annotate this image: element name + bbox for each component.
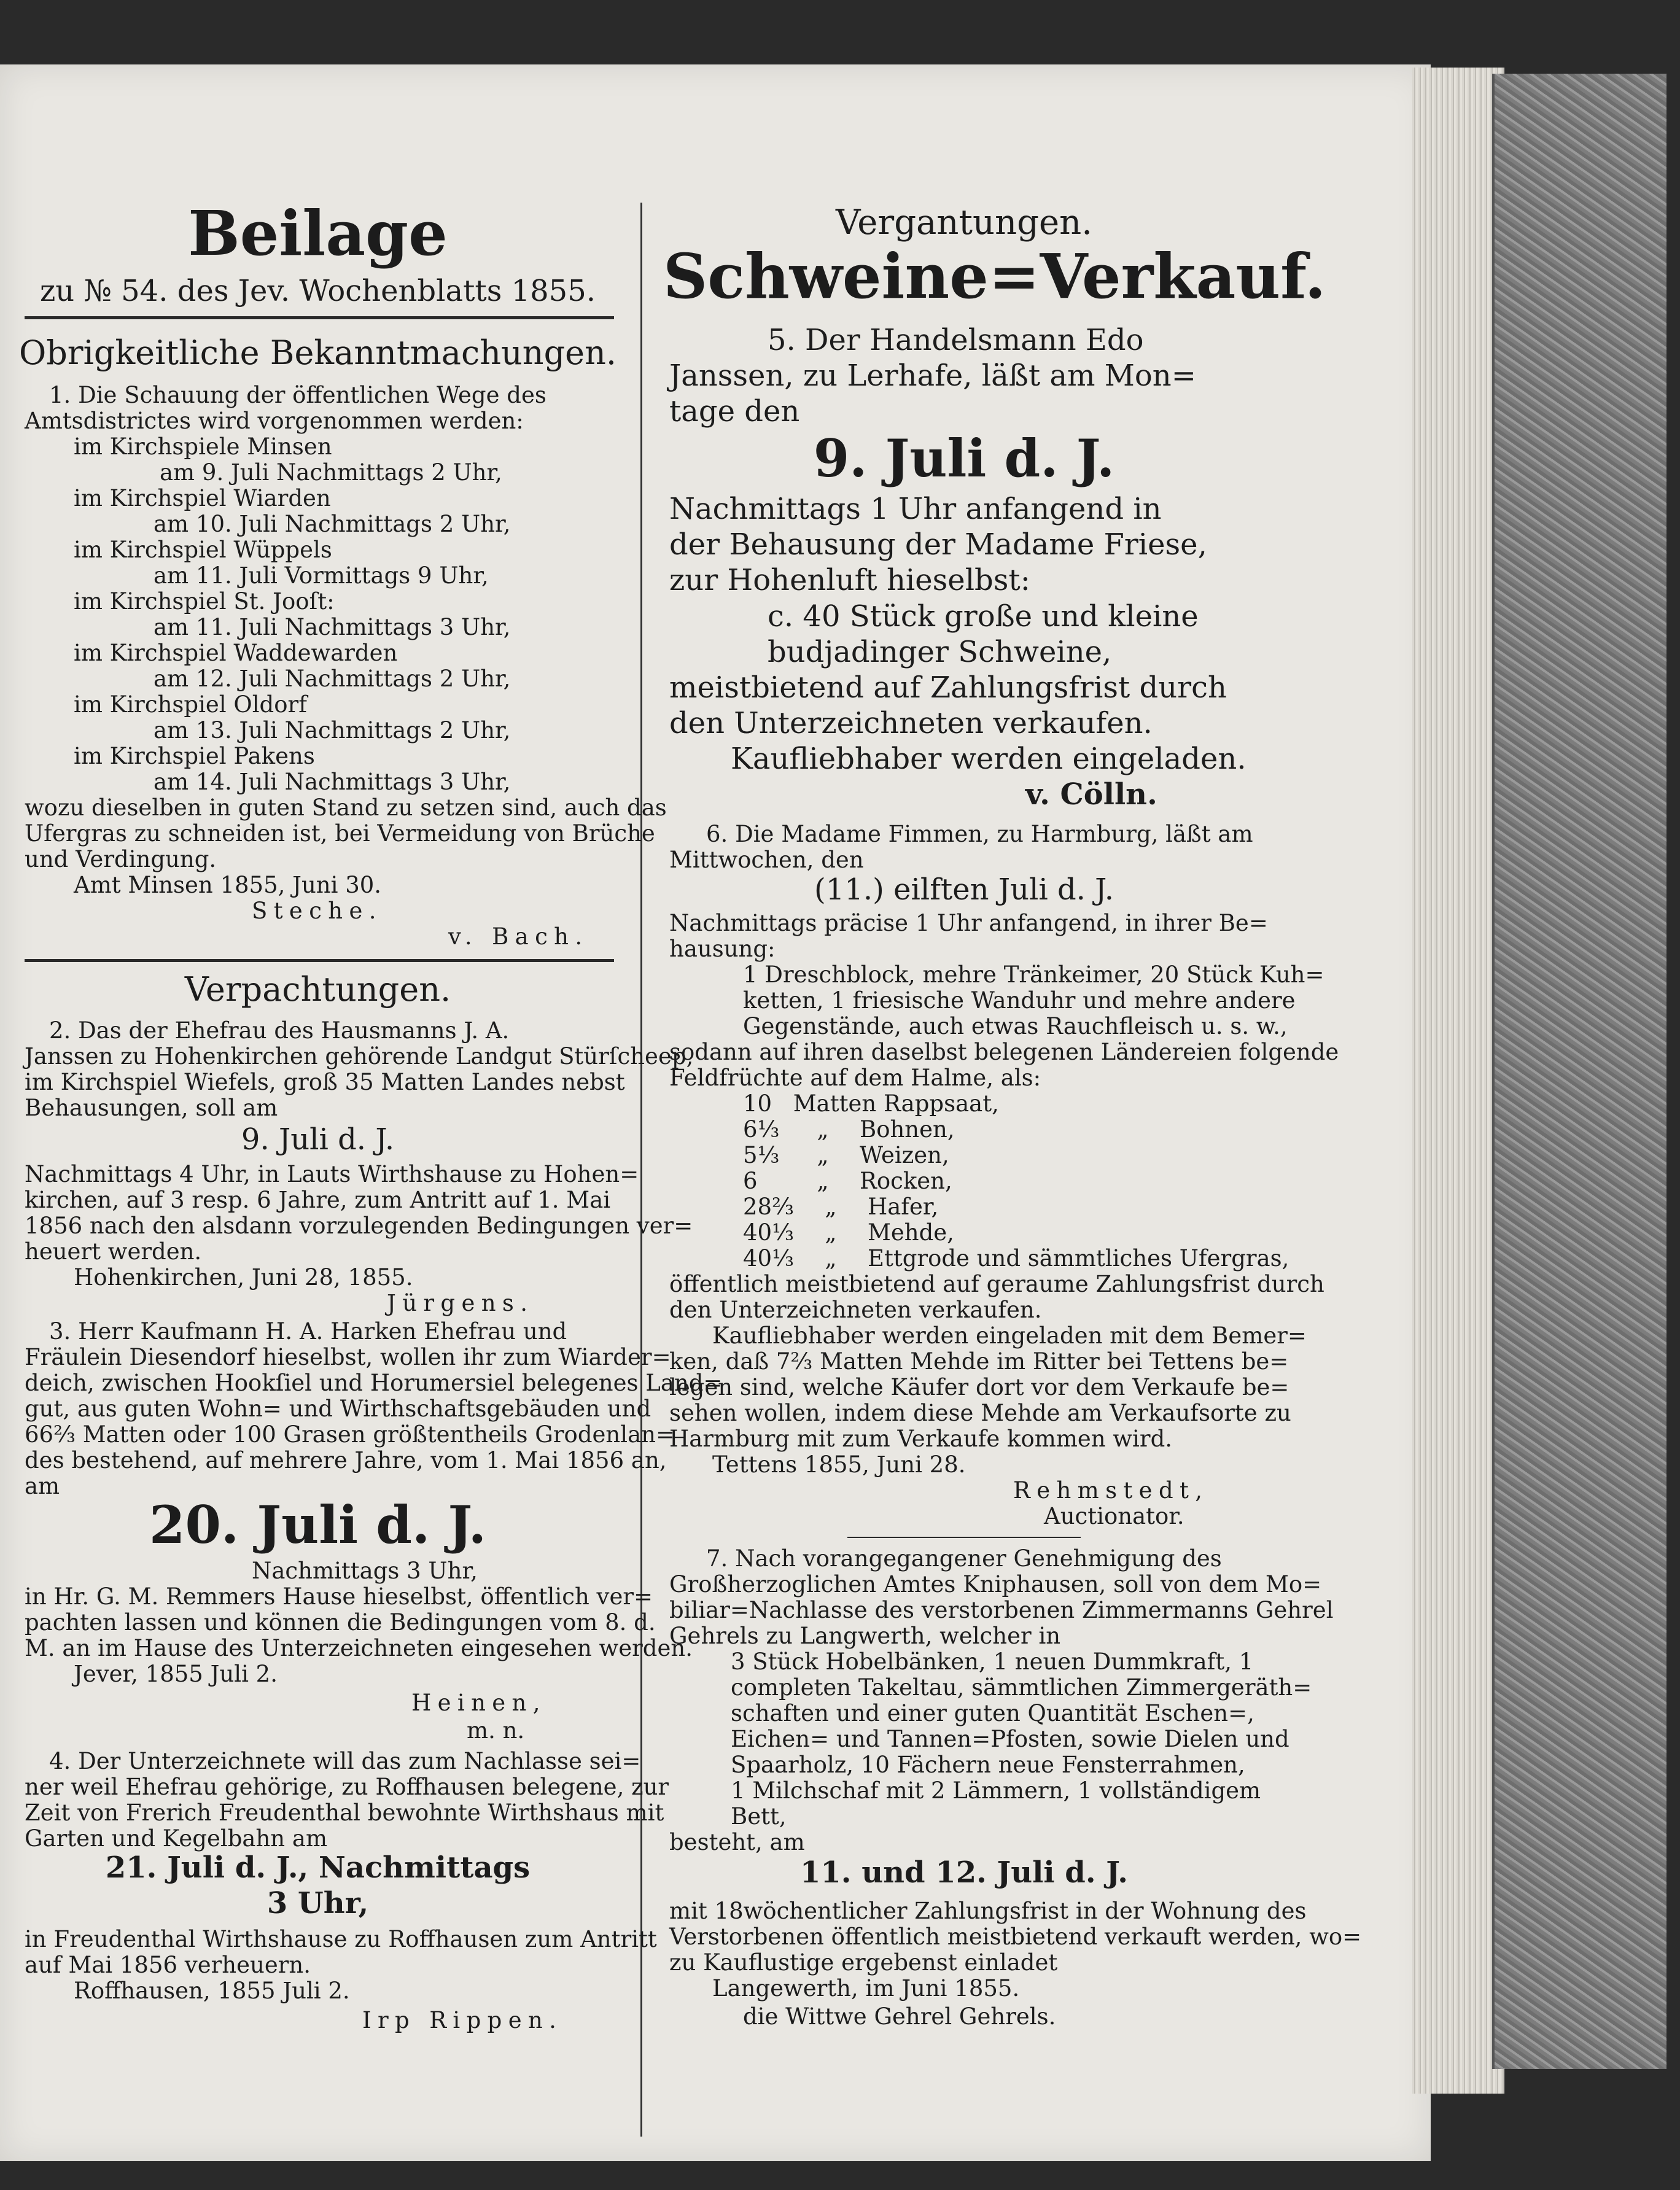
signature-rippen: Irp Rippen. xyxy=(362,2007,563,2033)
text-line: mit 18wöchentlicher Zahlungsfrist in der Wohnung des xyxy=(669,1898,1307,1924)
crop-amount: 40⅓ xyxy=(743,1219,794,1246)
page-title: Beilage xyxy=(188,197,448,270)
section-title-bekanntmachungen: Obrigkeitliche Bekanntmachungen. xyxy=(18,333,617,372)
text-line: completen Takeltau, sämmtlichen Zimmergeräth= xyxy=(731,1674,1312,1701)
date-9-juli-large: 9. Juli d. J. xyxy=(813,428,1115,489)
crop-unit: „ xyxy=(817,1116,829,1143)
time-3-uhr: 3 Uhr, xyxy=(266,1886,369,1920)
signature-wittwe-gehrels: die Wittwe Gehrel Gehrels. xyxy=(743,2003,1056,2030)
text-line: Bett, xyxy=(731,1803,787,1830)
text-line: ken, daß 7⅔ Matten Mehde im Ritter bei Tettens be= xyxy=(669,1348,1289,1375)
crop-item: Ettgrode und sämmtliches Ufergras, xyxy=(867,1245,1289,1272)
text-line: am 10. Juli Nachmittags 2 Uhr, xyxy=(154,511,511,537)
text-line: Fräulein Diesendorf hieselbst, wollen ihr zum Wiarder= xyxy=(25,1344,671,1370)
text-line: 66⅔ Matten oder 100 Grasen größtentheils Grodenlan= xyxy=(25,1421,675,1448)
crop-amount: 10 xyxy=(743,1090,772,1117)
page-subtitle: zu № 54. des Jev. Wochenblatts 1855. xyxy=(39,274,596,308)
column-divider xyxy=(640,203,642,2137)
text-line: 2. Das der Ehefrau des Hausmanns J. A. xyxy=(49,1017,510,1044)
text-line: meistbietend auf Zahlungsfrist durch xyxy=(669,670,1227,705)
book-page-edges xyxy=(1412,68,1504,2094)
text-line: heuert werden. xyxy=(25,1238,202,1265)
crop-row xyxy=(743,1118,955,1141)
text-line: Großherzoglichen Amtes Kniphausen, soll von dem Mo= xyxy=(669,1571,1322,1598)
text-line: Ufergras zu schneiden ist, bei Vermeidung von Brüche xyxy=(25,820,655,847)
text-line: in Hr. G. M. Remmers Hause hieselbst, öffentlich ver= xyxy=(25,1583,653,1610)
crop-amount: 28⅔ xyxy=(743,1194,794,1220)
text-line: kirchen, auf 3 resp. 6 Jahre, zum Antritt auf 1. Mai xyxy=(25,1187,611,1213)
text-line: 3. Herr Kaufmann H. A. Harken Ehefrau und xyxy=(49,1318,567,1345)
crop-row xyxy=(743,1247,1289,1270)
text-line: sodann auf ihren daselbst belegenen Ländereien folgende xyxy=(669,1039,1339,1065)
short-rule xyxy=(847,1537,1081,1538)
text-line: im Kirchspiel Waddewarden xyxy=(74,640,398,666)
text-line: 1. Die Schauung der öffentlichen Wege des xyxy=(49,382,546,408)
text-line: 4. Der Unterzeichnete will das zum Nachlasse sei= xyxy=(49,1748,641,1774)
text-line: Eichen= und Tannen=Pfosten, sowie Dielen und xyxy=(731,1726,1289,1752)
text-line: Garten und Kegelbahn am xyxy=(25,1825,328,1852)
text-line: Jever, 1855 Juli 2. xyxy=(74,1661,278,1687)
crop-unit: „ xyxy=(817,1142,829,1168)
text-line: im Kirchspiel Pakens xyxy=(74,743,315,769)
section-title-vergantungen: Vergantungen. xyxy=(835,203,1092,243)
crop-amount: 6⅓ xyxy=(743,1116,780,1143)
text-line: gut, aus guten Wohn= und Wirthschaftsgebäuden und xyxy=(25,1396,651,1422)
text-line: im Kirchspiel Wiefels, groß 35 Matten Landes nebst xyxy=(25,1069,625,1095)
text-line: pachten lassen und können die Bedingungen vom 8. d. xyxy=(25,1609,656,1636)
text-line: besteht, am xyxy=(669,1829,805,1855)
date-20-juli: 20. Juli d. J. xyxy=(149,1494,486,1555)
crop-row xyxy=(743,1144,949,1167)
date-11-juli: (11.) eilften Juli d. J. xyxy=(814,872,1114,907)
text-line: 7. Nach vorangegangener Genehmigung des xyxy=(706,1545,1222,1572)
crop-amount: 6 xyxy=(743,1168,758,1194)
text-line: Amt Minsen 1855, Juni 30. xyxy=(74,872,382,898)
text-line: am 11. Juli Vormittags 9 Uhr, xyxy=(154,562,489,589)
crop-row xyxy=(743,1092,999,1115)
text-line: Nachmittags 3 Uhr, xyxy=(252,1558,478,1584)
crop-item: Hafer, xyxy=(867,1194,939,1220)
crop-item: Rappsaat, xyxy=(883,1090,999,1117)
signature-coelln: v. Cölln. xyxy=(1025,777,1157,812)
text-line: Janssen zu Hohenkirchen gehörende Landgut Stürſcheep, xyxy=(25,1043,694,1070)
crop-unit: „ xyxy=(817,1168,829,1194)
text-line: Nachmittags 1 Uhr anfangend in xyxy=(669,492,1162,526)
crop-item: Mehde, xyxy=(867,1219,954,1246)
book-spine xyxy=(1492,74,1666,2069)
text-line: auf Mai 1856 verheuern. xyxy=(25,1952,311,1978)
crop-row xyxy=(743,1195,938,1218)
text-line: den Unterzeichneten verkaufen. xyxy=(669,706,1153,740)
signature-heinen: Heinen, xyxy=(411,1690,546,1716)
section-title-verpachtungen: Verpachtungen. xyxy=(184,970,451,1009)
text-line: Amtsdistrictes wird vorgenommen werden: xyxy=(25,408,524,434)
text-line: wozu dieselben in guten Stand zu setzen sind, auch das xyxy=(25,794,667,821)
text-line: Verstorbenen öffentlich meistbietend verkauft werden, wo= xyxy=(669,1924,1362,1950)
text-line: M. an im Hause des Unterzeichneten eingesehen werden. xyxy=(25,1635,693,1661)
text-line: hausung: xyxy=(669,936,776,962)
text-line: Hohenkirchen, Juni 28, 1855. xyxy=(74,1264,413,1291)
headline-schweine-verkauf: Schweine=Verkauf. xyxy=(663,240,1326,313)
text-line: im Kirchspiel Oldorf xyxy=(74,691,307,718)
signature-auctionator: Auctionator. xyxy=(1044,1503,1184,1529)
text-line: Gegenstände, auch etwas Rauchfleisch u. s. w., xyxy=(743,1013,1288,1039)
date-21-juli: 21. Juli d. J., Nachmittags xyxy=(105,1850,531,1885)
text-line: öffentlich meistbietend auf geraume Zahlungsfrist durch xyxy=(669,1271,1324,1297)
text-line: schaften und einer guten Quantität Eschen=, xyxy=(731,1700,1254,1726)
text-line: Harmburg mit zum Verkaufe kommen wird. xyxy=(669,1426,1173,1452)
text-line: Spaarholz, 10 Fächern neue Fensterrahmen, xyxy=(731,1752,1245,1778)
section-rule xyxy=(25,959,614,962)
crop-unit: „ xyxy=(825,1194,837,1220)
text-line: ketten, 1 friesische Wanduhr und mehre andere xyxy=(743,987,1296,1014)
text-line: am 14. Juli Nachmittags 3 Uhr, xyxy=(154,769,511,795)
text-line: budjadinger Schweine, xyxy=(768,635,1112,669)
text-line: im Kirchspiel St. Jooſt: xyxy=(74,588,335,615)
text-line: des bestehend, auf mehrere Jahre, vom 1. Mai 1856 an, xyxy=(25,1447,667,1474)
text-line: am xyxy=(25,1473,60,1499)
signature-bach: v. Bach. xyxy=(448,923,589,950)
text-line: zur Hohenluft hieselbst: xyxy=(669,563,1030,597)
text-line: zu Kauflustige ergebenst einladet xyxy=(669,1949,1058,1976)
crop-item: Rocken, xyxy=(860,1168,952,1194)
text-line: der Behausung der Madame Friese, xyxy=(669,527,1207,562)
text-line: Feldfrüchte auf dem Halme, als: xyxy=(669,1065,1041,1091)
text-line: Gehrels zu Langwerth, welcher in xyxy=(669,1623,1061,1649)
text-line: Kaufliebhaber werden eingeladen mit dem Bemer= xyxy=(712,1322,1307,1349)
date-11-12-juli: 11. und 12. Juli d. J. xyxy=(800,1855,1128,1890)
text-line: 5. Der Handelsmann Edo xyxy=(768,323,1144,357)
text-line: im Kirchspiel Wüppels xyxy=(74,537,332,563)
text-line: biliar=Nachlasse des verstorbenen Zimmermanns Gehrel xyxy=(669,1597,1334,1623)
crop-unit: Matten xyxy=(793,1090,877,1117)
text-line: den Unterzeichneten verkaufen. xyxy=(669,1297,1042,1323)
signature-mn: m. n. xyxy=(467,1717,525,1744)
text-line: 1856 nach den alsdann vorzulegenden Bedingungen ver= xyxy=(25,1213,693,1239)
text-line: Mittwochen, den xyxy=(669,847,864,873)
text-line: Kaufliebhaber werden eingeladen. xyxy=(731,742,1246,776)
text-line: Langewerth, im Juni 1855. xyxy=(712,1975,1020,2002)
text-line: 1 Milchschaf mit 2 Lämmern, 1 vollständigem xyxy=(731,1777,1261,1804)
text-line: im Kirchspiel Wiarden xyxy=(74,485,331,511)
crop-item: Weizen, xyxy=(860,1142,949,1168)
text-line: am 13. Juli Nachmittags 2 Uhr, xyxy=(154,717,511,744)
text-line: und Verdingung. xyxy=(25,846,217,872)
date-9-juli: 9. Juli d. J. xyxy=(241,1122,395,1157)
crop-amount: 5⅓ xyxy=(743,1142,780,1168)
crop-item: Bohnen, xyxy=(860,1116,955,1143)
text-line: am 12. Juli Nachmittags 2 Uhr, xyxy=(154,666,511,692)
signature-rehmstedt: Rehmstedt, xyxy=(1013,1477,1209,1504)
text-line: am 9. Juli Nachmittags 2 Uhr, xyxy=(160,459,502,486)
text-line: Nachmittags 4 Uhr, in Lauts Wirthshause zu Hohen= xyxy=(25,1161,639,1187)
signature-steche: Steche. xyxy=(252,898,383,924)
text-line: Tettens 1855, Juni 28. xyxy=(712,1451,966,1478)
crop-amount: 40⅓ xyxy=(743,1245,794,1272)
crop-row xyxy=(743,1170,952,1192)
crop-unit: „ xyxy=(825,1219,837,1246)
text-line: Behausungen, soll am xyxy=(25,1095,278,1121)
text-line: 1 Dreschblock, mehre Tränkeimer, 20 Stück Kuh= xyxy=(743,961,1324,988)
text-line: am 11. Juli Nachmittags 3 Uhr, xyxy=(154,614,511,640)
text-line: c. 40 Stück große und kleine xyxy=(768,599,1199,634)
text-line: im Kirchspiele Minsen xyxy=(74,433,332,460)
crop-unit: „ xyxy=(825,1245,837,1272)
text-line: sehen wollen, indem diese Mehde am Verkaufsorte zu xyxy=(669,1400,1291,1426)
crop-row xyxy=(743,1221,954,1244)
text-line: Janssen, zu Lerhafe, läßt am Mon= xyxy=(669,359,1196,393)
text-line: 3 Stück Hobelbänken, 1 neuen Dummkraft, 1 xyxy=(731,1648,1254,1675)
text-line: Nachmittags präcise 1 Uhr anfangend, in ihrer Be= xyxy=(669,910,1268,936)
title-rule xyxy=(25,316,614,319)
text-line: legen sind, welche Käufer dort vor dem Verkaufe be= xyxy=(669,1374,1289,1400)
text-line: Zeit von Frerich Freudenthal bewohnte Wirthshaus mit xyxy=(25,1800,664,1826)
signature-juergens: Jürgens. xyxy=(387,1290,534,1316)
text-line: ner weil Ehefrau gehörige, zu Roffhausen belegene, zur xyxy=(25,1774,669,1800)
text-line: 6. Die Madame Fimmen, zu Harmburg, läßt am xyxy=(706,821,1253,847)
text-line: Roffhausen, 1855 Juli 2. xyxy=(74,1978,350,2004)
text-line: deich, zwischen Hookſiel und Horumersiel belegenes Land= xyxy=(25,1370,723,1396)
text-line: in Freudenthal Wirthshause zu Roffhausen zum Antritt xyxy=(25,1926,657,1952)
text-line: tage den xyxy=(669,394,800,429)
